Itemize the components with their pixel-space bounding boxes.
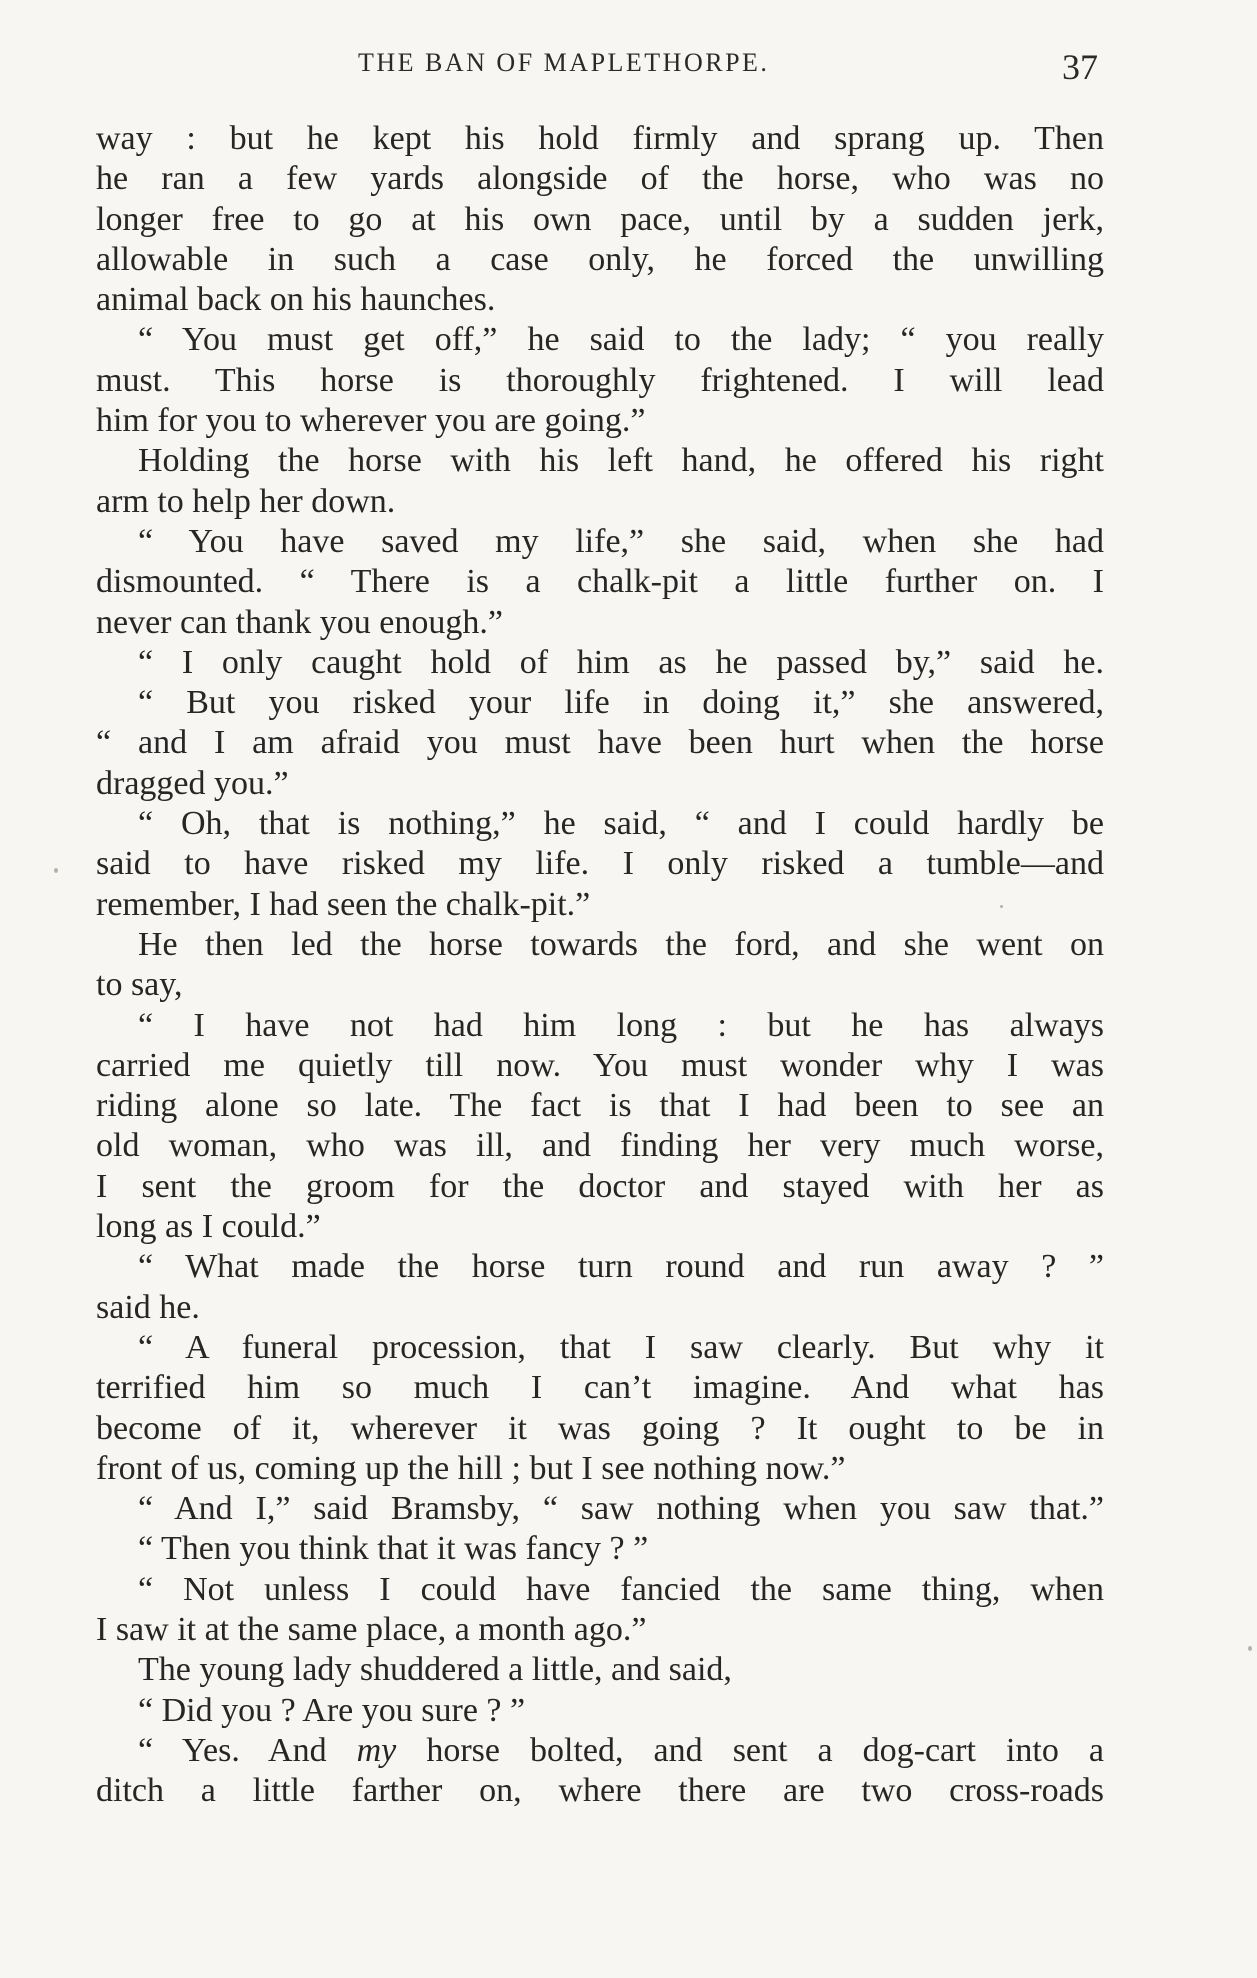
body-text [96, 119, 1104, 1811]
paper-speck [1000, 905, 1003, 908]
text-line: “ and I am afraid you must have been hurt when the horse [96, 724, 1104, 762]
text-line: long as I could.” [96, 1208, 321, 1246]
text-line: Holding the horse with his left hand, he offered his right [138, 442, 1104, 480]
text-line: “ I have not had him long : but he has always [138, 1006, 1104, 1044]
text-line: dragged you.” [96, 764, 289, 802]
text-line: animal back on his haunches. [96, 281, 496, 319]
text-line: ditch a little farther on, where there are two cross-roads [96, 1772, 1104, 1810]
paper-speck [1248, 1646, 1252, 1651]
text-line: front of us, coming up the hill ; but I see nothing now.” [96, 1449, 846, 1487]
text-line: become of it, wherever it was going ? It ought to be in [96, 1409, 1104, 1447]
text-line: carried me quietly till now. You must wonder why I was [96, 1046, 1104, 1084]
text-line: riding alone so late. The fact is that I had been to see an [96, 1087, 1104, 1125]
text-line: him for you to wherever you are going.” [96, 402, 646, 440]
text-line: way : but he kept his hold firmly and sprang up. Then [96, 120, 1104, 157]
emphasis: my [356, 1731, 397, 1769]
text-line: arm to help her down. [96, 482, 396, 520]
text-line: old woman, who was ill, and finding her very much worse, [96, 1127, 1104, 1165]
text-line: remember, I had seen the chalk-pit.” [96, 885, 591, 923]
text-line: “ But you risked your life in doing it,” she answered, [138, 684, 1104, 722]
text-line: I sent the groom for the doctor and stayed with her as [96, 1167, 1104, 1205]
text-line: “ I only caught hold of him as he passed by,” said he. [138, 643, 1104, 681]
text-line: “ A funeral procession, that I saw clearly. But why it [138, 1328, 1104, 1366]
text-line: must. This horse is thoroughly frightened. I will lead [96, 361, 1104, 399]
text-line: “ And I,” said Bramsby, “ saw nothing when you saw that.” [138, 1490, 1104, 1528]
text-line: “ What made the horse turn round and run away ? ” [138, 1248, 1104, 1286]
text-line: He then led the horse towards the ford, and she went on [138, 925, 1104, 963]
text-line: “ You must get off,” he said to the lady; “ you really [138, 321, 1104, 359]
text-line: “ Not unless I could have fancied the same thing, when [138, 1570, 1104, 1608]
text-line: “ Did you ? Are you sure ? ” [138, 1691, 526, 1729]
page-number: 37 [1062, 47, 1098, 87]
text-line: dismounted. “ There is a chalk-pit a little further on. I [96, 563, 1104, 601]
text-line: said to have risked my life. I only risked a tumble—and [96, 845, 1104, 883]
paper-speck [54, 868, 58, 873]
text-line: never can thank you enough.” [96, 603, 503, 641]
text-line: allowable in such a case only, he forced the unwilling [96, 240, 1104, 278]
text-line: “ Oh, that is nothing,” he said, “ and I could hardly be [138, 805, 1104, 843]
text-line: I saw it at the same place, a month ago.” [96, 1610, 647, 1648]
text-line: he ran a few yards alongside of the horse, who was no [96, 160, 1104, 198]
text-line: The young lady shuddered a little, and said, [138, 1651, 732, 1689]
text-line: “ Then you think that it was fancy ? ” [138, 1530, 649, 1568]
text-line: to say, [96, 966, 183, 1004]
running-head: THE BAN OF MAPLETHORPE. [358, 48, 770, 77]
text-line: longer free to go at his own pace, until by a sudden jerk, [96, 200, 1104, 238]
text-line: terrified him so much I can’t imagine. And what has [96, 1369, 1104, 1407]
text-line: “ You have saved my life,” she said, when she had [138, 522, 1104, 560]
text-line: “ Yes. And my horse bolted, and sent a dog-cart into a [138, 1731, 1104, 1769]
text-line: said he. [96, 1288, 200, 1326]
